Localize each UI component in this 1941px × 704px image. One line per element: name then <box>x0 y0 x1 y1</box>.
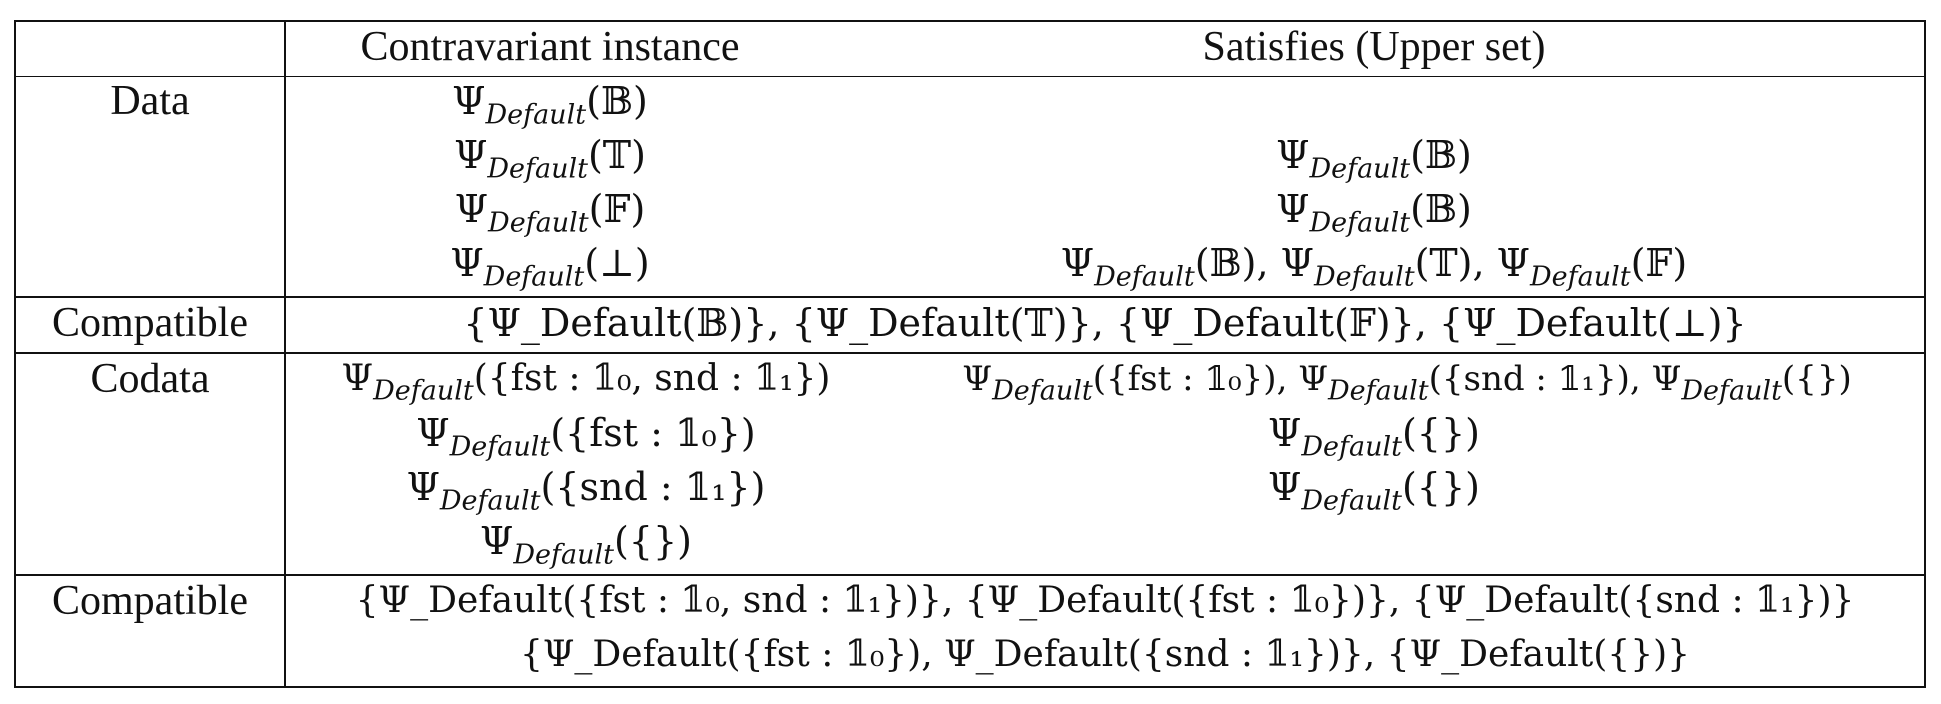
section-label-compatible-data: Compatible <box>52 300 248 346</box>
codata-instance-fst-snd <box>286 356 886 407</box>
default-subscript: Default <box>1301 485 1402 517</box>
psi-symbol: Ψ <box>1280 241 1314 285</box>
data-instance-bottom <box>286 240 814 293</box>
satisfies-arg: (𝔹) <box>1410 187 1472 231</box>
instance-arg: ({}) <box>613 519 692 563</box>
psi-symbol: Ψ <box>1298 359 1329 399</box>
default-subscript: Default <box>1094 261 1195 293</box>
rule-compatible-1 <box>14 352 1926 354</box>
instance-arg: ({fst : 𝟙₀, snd : 𝟙₁}) <box>473 358 831 399</box>
section-label-data: Data <box>110 78 190 124</box>
section-label-codata: Codata <box>90 356 210 402</box>
default-subscript: Default <box>1681 375 1782 407</box>
psi-symbol: Ψ <box>1268 411 1302 455</box>
codata-satisfies-fst <box>934 410 1814 463</box>
codata-instance-snd <box>286 464 886 517</box>
rule-header <box>14 76 1926 77</box>
satisfies-arg: (𝔹) <box>1194 241 1257 285</box>
psi-symbol: Ψ <box>406 465 440 509</box>
rule-codata <box>14 574 1926 576</box>
data-compatible-sets: {Ψ_Default(𝔹)}, {Ψ_Default(𝕋)}, {Ψ_Default(𝔽)}, {Ψ_Default(⊥)} <box>463 301 1747 345</box>
psi-symbol: Ψ <box>1276 187 1310 231</box>
default-subscript: Default <box>439 485 541 517</box>
data-instance-t <box>286 132 814 185</box>
instance-arg: ({fst : 𝟙₀}) <box>550 411 756 455</box>
instance-arg: ({snd : 𝟙₁}) <box>540 465 766 509</box>
default-subscript: Default <box>1530 261 1631 293</box>
satisfies-arg: (𝔽) <box>1630 241 1688 285</box>
rule-right <box>1924 20 1926 688</box>
header-satisfies: Satisfies (Upper set) <box>1202 24 1546 70</box>
psi-symbol: Ψ <box>454 133 488 177</box>
data-satisfies-bottom: $\Psi_{Default}(𝔹)$, $\Psi_{Default}(𝕋)$, $\Psi_{Default}(𝔽)$ <box>1060 241 1688 293</box>
codata-satisfies-fst-snd: $\Psi_{Default}(\{fst$ : 𝟙₀}), $\Psi_{Default}(\{snd$ : 𝟙₁}), $\Psi_{Default}(\{\})$ <box>962 359 1852 407</box>
psi-symbol: Ψ <box>1496 241 1530 285</box>
psi-symbol: Ψ <box>452 79 486 123</box>
psi-symbol: Ψ <box>1651 359 1682 399</box>
data-satisfies-f <box>934 186 1814 239</box>
data-instance-f <box>286 186 814 239</box>
default-subscript: Default <box>513 539 614 571</box>
default-subscript: Default <box>1328 375 1429 407</box>
instance-arg: (𝔽) <box>588 187 646 231</box>
default-subscript: Default <box>1301 431 1402 463</box>
instance-arg: (𝔹) <box>586 79 648 123</box>
psi-symbol: Ψ <box>416 411 450 455</box>
header-col1 <box>16 24 284 70</box>
header-contravariant-instance: Contravariant instance <box>360 24 740 70</box>
psi-symbol: Ψ <box>962 359 993 399</box>
satisfies-arg: ({}) <box>1401 465 1480 509</box>
satisfies-arg: (𝕋) <box>1414 241 1473 285</box>
default-subscript: Default <box>1309 207 1411 239</box>
satisfies-arg: ({}) <box>1781 359 1852 399</box>
default-subscript: Default <box>1313 261 1415 293</box>
data-instance-b <box>286 78 814 131</box>
codata-satisfies-snd <box>934 464 1814 517</box>
codata-compatible-sets-line2: {Ψ_Default({fst : 𝟙₀}), Ψ_Default({snd : 𝟙₁})}, {Ψ_Default({})} <box>519 634 1691 675</box>
codata-instance-empty <box>286 518 886 571</box>
default-subscript: Default <box>488 207 589 239</box>
default-subscript: Default <box>1309 153 1411 185</box>
compatibility-table <box>14 20 1926 688</box>
rule-data <box>14 296 1926 298</box>
satisfies-arg: (𝔹) <box>1410 133 1472 177</box>
psi-symbol: Ψ <box>480 519 514 563</box>
rule-bottom <box>14 686 1926 688</box>
default-subscript: Default <box>449 431 551 463</box>
psi-symbol: Ψ <box>1268 465 1302 509</box>
satisfies-arg: ({}) <box>1401 411 1480 455</box>
satisfies-arg: ({snd : 𝟙₁}) <box>1428 359 1630 399</box>
psi-symbol: Ψ <box>450 241 484 285</box>
satisfies-arg: ({fst : 𝟙₀}) <box>1092 359 1277 399</box>
data-satisfies-t <box>934 132 1814 185</box>
rule-top <box>14 20 1926 22</box>
instance-arg: (𝕋) <box>587 133 646 177</box>
psi-symbol: Ψ <box>1276 133 1310 177</box>
instance-arg: (⊥) <box>584 241 650 285</box>
default-subscript: Default <box>483 261 585 293</box>
psi-symbol: Ψ <box>1060 241 1095 285</box>
codata-compatible-sets-line1: {Ψ_Default({fst : 𝟙₀, snd : 𝟙₁})}, {Ψ_Default({fst : 𝟙₀})}, {Ψ_Default({snd : 𝟙₁})} <box>355 580 1855 621</box>
default-subscript: Default <box>487 153 588 185</box>
default-subscript: Default <box>485 99 587 131</box>
default-subscript: Default <box>992 375 1093 407</box>
psi-symbol: Ψ <box>341 358 374 399</box>
codata-instance-fst <box>286 410 886 463</box>
section-label-compatible-codata: Compatible <box>52 578 248 624</box>
default-subscript: Default <box>373 375 474 407</box>
psi-symbol: Ψ <box>454 187 489 231</box>
